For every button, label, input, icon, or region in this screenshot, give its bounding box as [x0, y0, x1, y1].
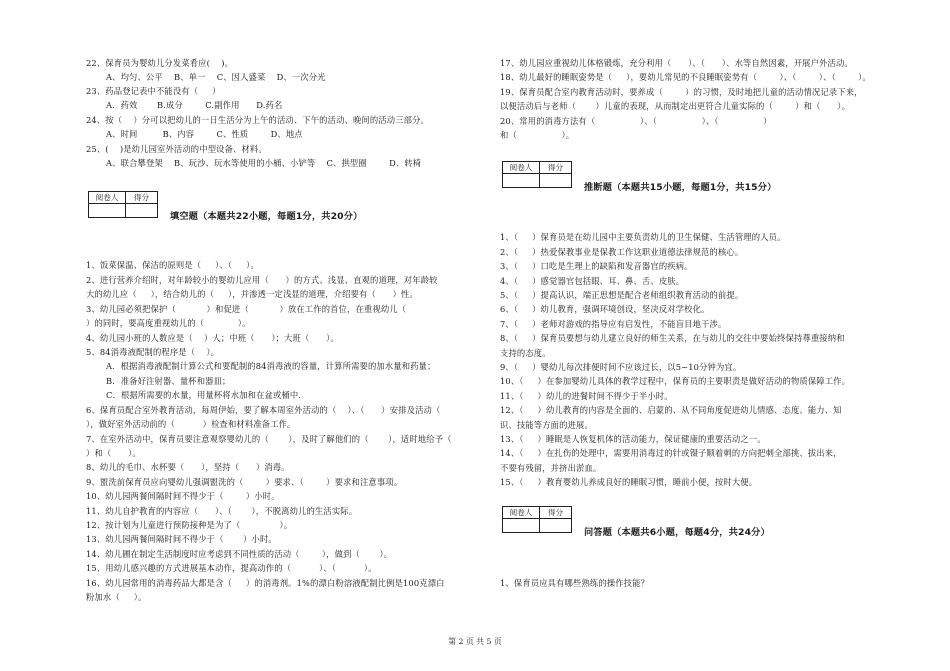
judge-section-title: 推断题（本题共15小题，每题1分，共15分） — [584, 182, 777, 193]
fill-line: 4、幼儿园小班的人数应是（ ）人；中班（ ）；大班（ ）。 — [86, 333, 339, 343]
page-footer: 第 2 页 共 5 页 — [448, 637, 502, 646]
judge-line: 6、（ ）幼儿教育，强调环境创设，坚决反对学校化。 — [500, 304, 710, 314]
fill-line: 19、保育员配合室内教育活动时，要养成（ ）的习惯，及时地把儿童的活动情况记录下来， — [500, 87, 863, 97]
judge-line: 14、（ ）在扎伤的处理中，需要用消毒过的针或镊子顺着刺的方向把刺全部挑、拔出来， — [500, 448, 842, 458]
question-23: 23、药品登记表中不能没有（ ） — [86, 86, 221, 96]
fill-line: 16、幼儿园常用的消毒药品大都是含（ ）的消毒剂。1%的漂白粉溶液配制比例是100克漂白 — [86, 578, 445, 588]
score-label: 得分 — [540, 162, 572, 174]
fill-line: 10、幼儿园两餐间隔时间不得少于（ ）小时。 — [86, 491, 280, 501]
fill-line: 3、幼儿园必须把保护（ ）和促进（ ）放在工作的首位，在重视幼儿（ — [86, 304, 407, 314]
fill-line: A．根据消毒液配制计算公式和要配制的84消毒液的容量，计算所需要的加水量和药量； — [106, 361, 436, 371]
fill-line: ）的同时，要高度重视幼儿的（ ）。 — [86, 318, 251, 328]
question-23-options: A．药效 B.成分 C.副作用 D.药名 — [106, 100, 283, 110]
fill-section-title: 填空题（本题共22小题，每题1分，共20分） — [170, 211, 363, 222]
score-label: 得分 — [126, 192, 158, 204]
question-22-options: A、均匀、公平 B、单一 C、因人盛菜 D、一次分光 — [106, 72, 326, 82]
question-24: 24、按（ ）分可以把幼儿的一日生活分为上午的活动、下午的活动、晚间的活动三部分。 — [86, 115, 429, 125]
fill-line: 18、幼儿最好的睡眠姿势是（ ），要幼儿常见的不良睡眠姿势有（ ）、（ ）、（ ）。 — [500, 72, 871, 82]
judge-line: 8、（ ）保育员要想与幼儿建立良好的师生关系，在与幼儿的交往中要始终保持尊重接纳和 — [500, 333, 845, 343]
question-25-options: A、联合攀登架 B、玩沙、玩水等使用的小桶、小铲等 C、拱型圈 D、转椅 — [106, 158, 422, 168]
fill-line: 14、幼儿圃在制定生活制度时应考虑到不同性质的活动（ ），做到（ ）。 — [86, 549, 393, 559]
judge-line: 9、（ ）婴幼儿每次排便时间不应该过长，以5~10分钟为宜。 — [500, 362, 742, 372]
judge-line: 7、（ ）老师对游戏的指导应有启发性，不能盲目地干涉。 — [500, 319, 727, 329]
fill-line: 13、幼儿园两餐间隔时间不得少于（ ）小时。 — [86, 534, 277, 544]
fill-line: 20、常用的消毒方法有（ ）、（ ）、（ ） — [500, 116, 772, 126]
fill-line: 9、盥洗前保育员应向婴幼儿强调盥洗的（ ）要求、（ ）要求和注意事项。 — [86, 477, 403, 487]
fill-line: 2、进行营养介绍时，对年龄较小的婴幼儿应用（ ）的方式、浅显、直观的道理，对年龄较 — [86, 275, 438, 285]
fill-line: 11、幼儿自护教育的内容应（ ）、（ ），不脱离幼儿的生活实际。 — [86, 506, 358, 516]
fill-line: 大的幼儿应（ ），结合幼儿的（ ），并渗透一定浅显的道理，介绍要有（ ）性。 — [86, 289, 418, 299]
fill-line: 8、幼儿的毛巾、水杯要（ ），坚持（ ）消毒。 — [86, 462, 290, 472]
qa-question-1: 1、保育员应具有哪些熟练的操作技能？ — [500, 578, 650, 588]
question-24-options: A、时间 B、内容 C、性质 D、地点 — [106, 129, 303, 139]
judge-line: 15、（ ）教育婴幼儿养成良好的睡眠习惯，睡前小便，按时大便。 — [500, 477, 758, 487]
fill-line: 5、84消毒液配制的程序是（ ）。 — [86, 347, 220, 357]
judge-line: 4、（ ）感觉器官包括眼、耳、鼻、舌、皮肤。 — [500, 276, 685, 286]
judge-line: 支持的态度。 — [500, 348, 551, 358]
judge-line: 不要有残留，并挤出淤血。 — [500, 463, 602, 473]
fill-line: 17、幼儿园应重视幼儿体格锻炼，充分利用（ ）、（ ）、水等自然因素，开展户外活动。 — [500, 58, 853, 68]
fill-line: 以便活动后与老师（ ）儿童的表现，从而制定出更符合儿童实际的（ ）和（ ）。 — [500, 101, 851, 111]
fill-line: 6、保育员配合室外教育活动，每周伊始，要了解本周室外活动的（ ）、（ ）安排及活动（ — [86, 405, 441, 415]
fill-line: 15、用幼儿感兴趣的方式进展基本动作，提高动作的（ ）、（ ）。 — [86, 563, 377, 573]
qa-section-title: 问答题（本题共6小题，每题4分，共24分） — [584, 527, 770, 538]
fill-line: 1、饭菜保温、保洁的原则是（ ）、（ ）。 — [86, 260, 259, 270]
score-box-qa — [502, 506, 572, 533]
reviewer-label: 阅卷人 — [503, 162, 540, 174]
score-box-judge — [502, 161, 572, 188]
fill-line: C．根据所需要的水量，用量杯将水加和在盆或桶中. — [106, 390, 302, 400]
question-22: 22、保育员为婴幼儿分发菜肴应( )。 — [86, 58, 234, 68]
judge-line: 识、技能等方面的进展。 — [500, 420, 593, 430]
judge-line: 12、（ ）幼儿教育的内容是全面的、启蒙的、从不同角度促进幼儿情感、态度、能力、知 — [500, 405, 842, 415]
judge-line: 11、（ ）幼儿的进餐时间不得少于半小时。 — [500, 391, 673, 401]
judge-line: 5、（ ）提高认识，端正思想是配合老师组织教育活动的前提。 — [500, 290, 744, 300]
reviewer-label: 阅卷人 — [89, 192, 126, 204]
fill-line: 粉加水（ ）。 — [86, 592, 147, 602]
question-25: 25、( )是幼儿园室外活动的中型设备、材料。 — [86, 144, 267, 154]
judge-line: 1、（ ）保育员是在幼儿园中主要负责幼儿的卫生保健、生活管理的人员。 — [500, 232, 786, 242]
judge-line: 2、（ ）热爱保教事业是保教工作这职业道德法律规范的核心。 — [500, 247, 744, 257]
fill-line: 和（ ）。 — [500, 130, 575, 140]
fill-line: B．准备好注射器、量杯和器皿； — [106, 376, 231, 386]
score-label: 得分 — [540, 507, 572, 519]
fill-line: ）和（ ）。 — [86, 448, 141, 458]
judge-line: 3、（ ）口吃是生理上的缺陷和发音器官的疾病。 — [500, 261, 693, 271]
fill-line: 12、按计划为儿童进行预防接种是为了（ ）。 — [86, 520, 293, 530]
reviewer-label: 阅卷人 — [503, 507, 540, 519]
judge-line: 10、（ ）在参加婴幼儿具体的教学过程中，保育员的主要职责是做好活动的物质保障工作。 — [500, 376, 851, 386]
fill-line: 7、在室外活动中，保育员要注意观察婴幼儿的（ ），及时了解他们的（ ），适时地给予（ — [86, 434, 452, 444]
score-box-fill — [88, 191, 158, 218]
fill-line: ），做好室外活动前的（ ）检查和材料准备工作。 — [86, 419, 296, 429]
judge-line: 13、（ ）睡眠是人恢复机体的活动能力，保证健康的重要活动之一。 — [500, 434, 766, 444]
